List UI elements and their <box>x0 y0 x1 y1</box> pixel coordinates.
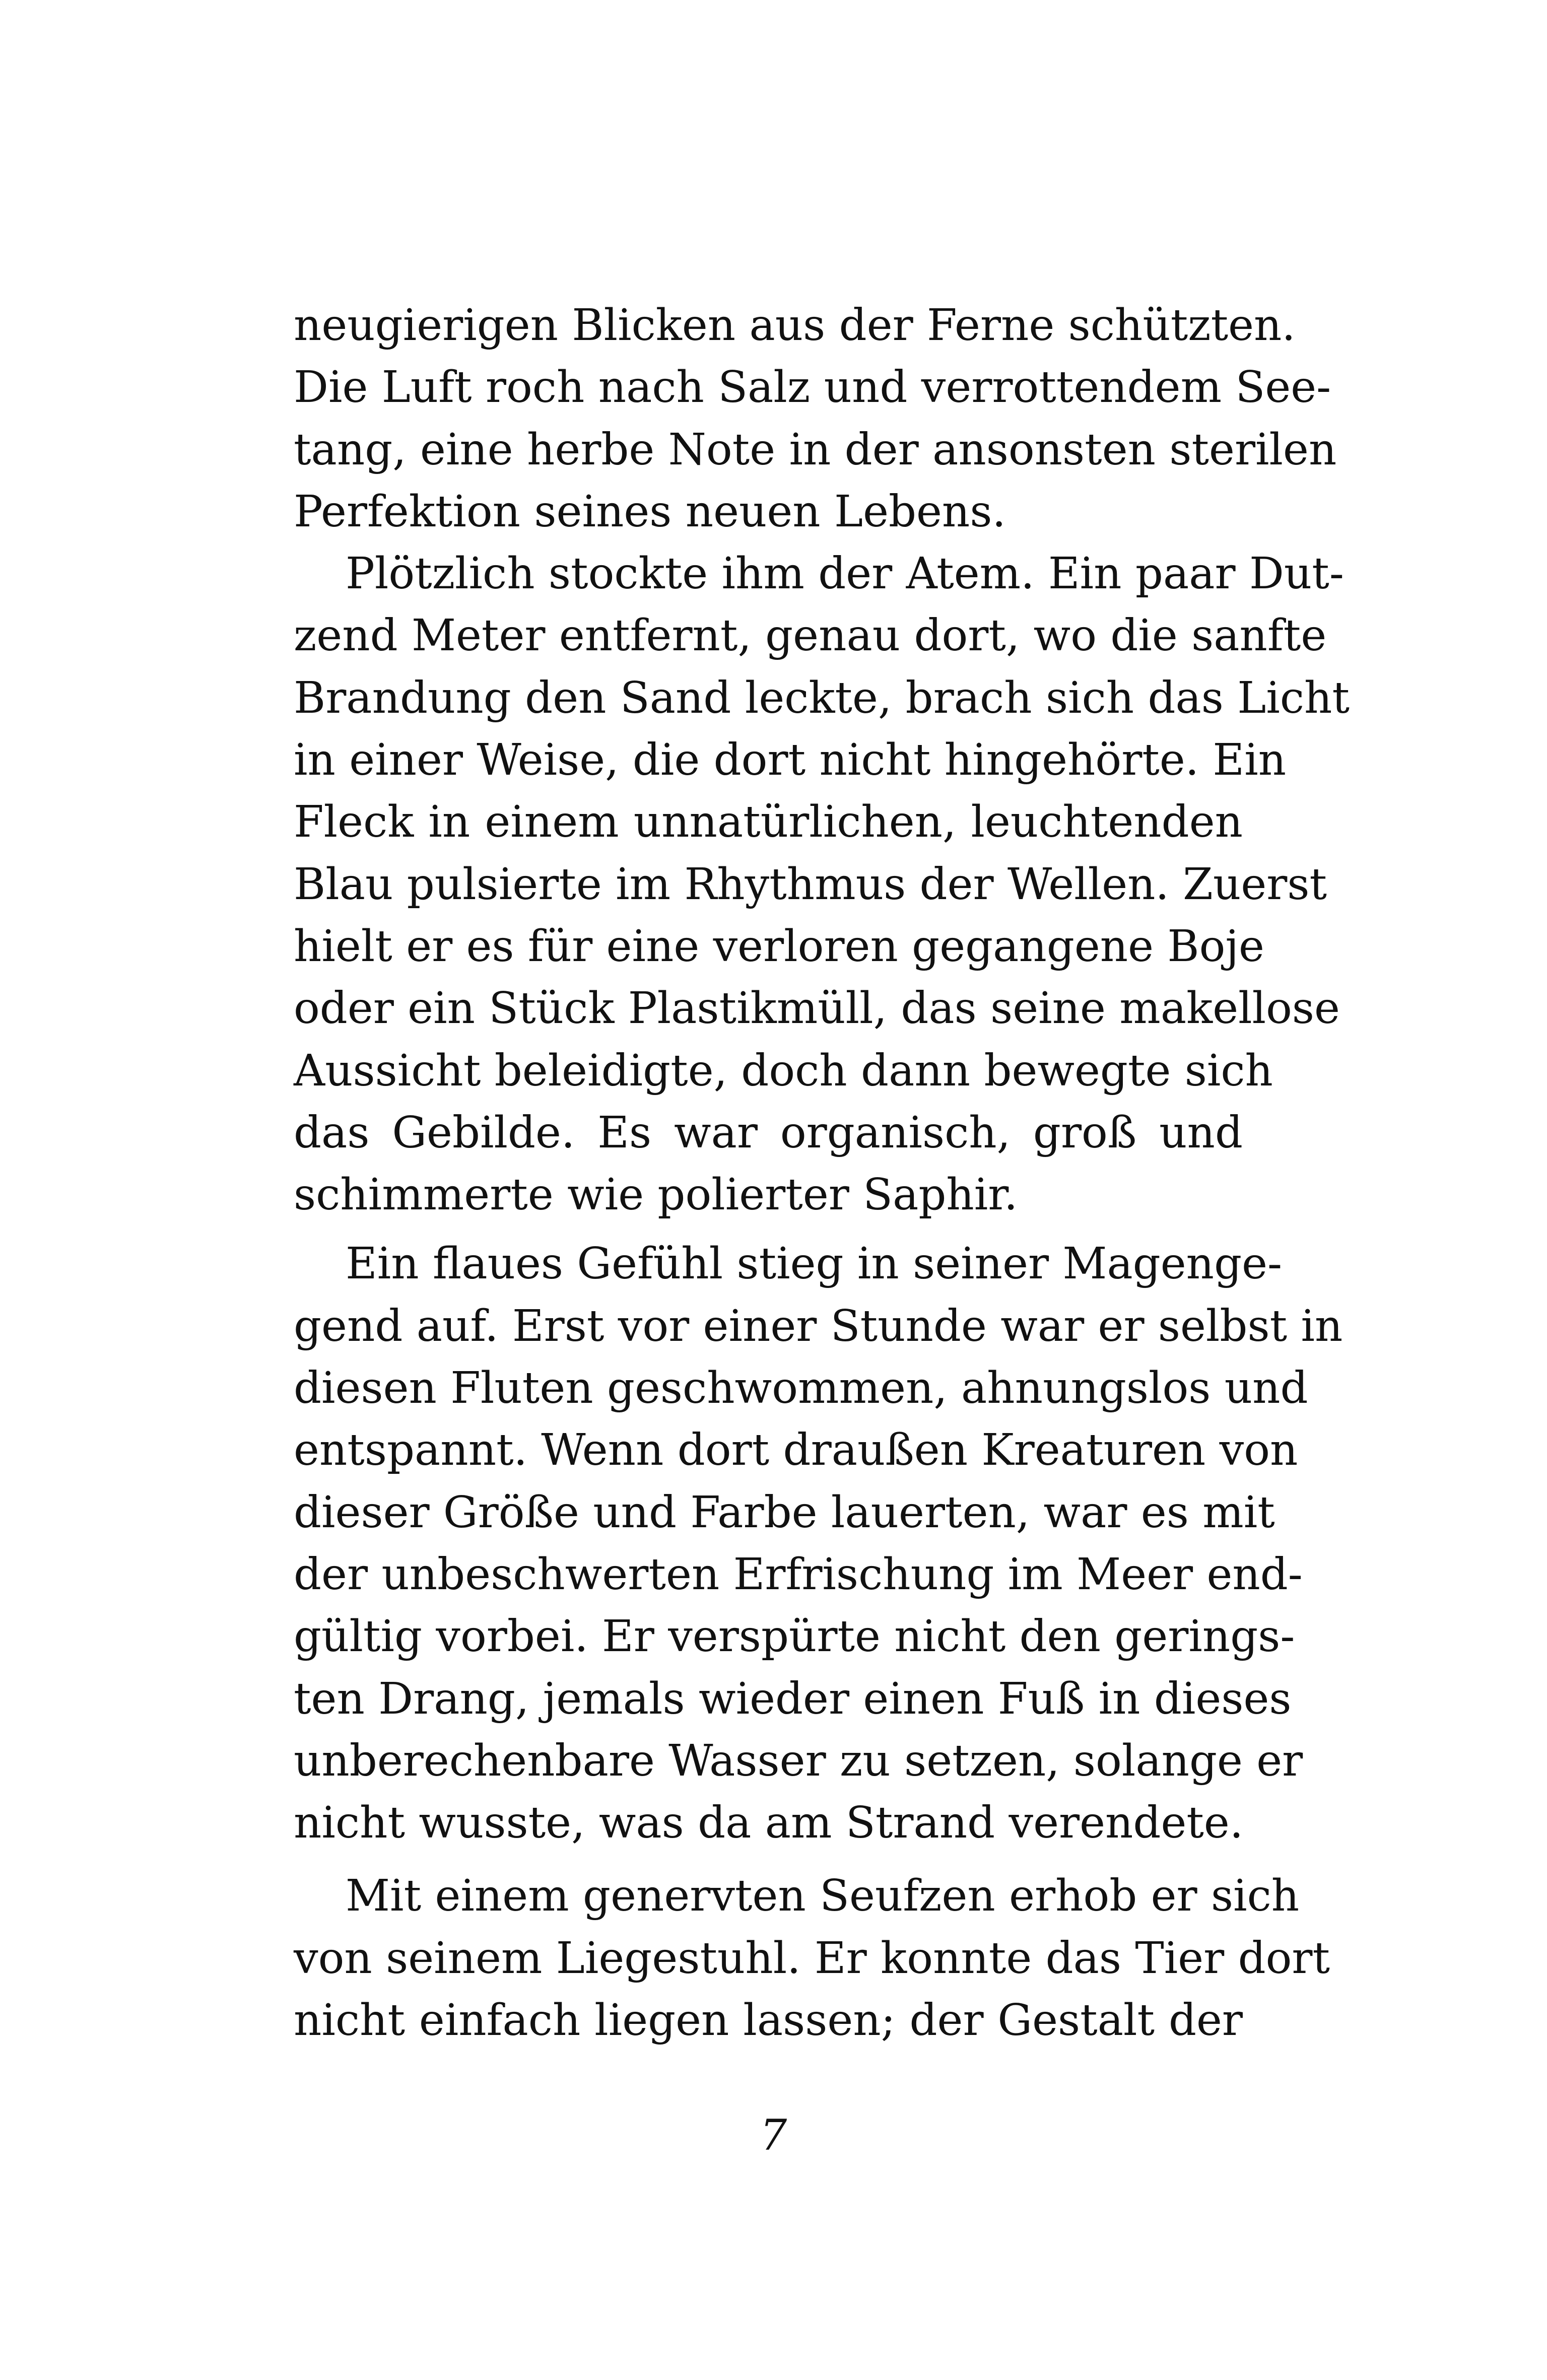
text-line: entspannt. Wenn dort draußen Kreaturen von <box>294 1425 1298 1476</box>
text-line: Perfektion seines neuen Lebens. <box>294 486 1006 537</box>
paragraph-4 <box>294 1865 1330 2052</box>
text-line: Aussicht beleidigte, doch dann bewegte sich <box>294 1045 1273 1096</box>
text-line: Plötzlich stockte ihm der Atem. Ein paar Dut- <box>346 549 1344 599</box>
paragraph-1 <box>294 295 1337 543</box>
text-line: schimmerte wie polierter Saphir. <box>294 1170 1018 1220</box>
text-line: dieser Größe und Farbe lauerten, war es mit <box>294 1487 1275 1538</box>
text-line: nicht einfach liegen lassen; der Gestalt der <box>294 1995 1243 2046</box>
text-line: von seinem Liegestuhl. Er konnte das Tier dort <box>294 1933 1330 1984</box>
text-line: Fleck in einem unnatürlichen, leuchtenden <box>294 797 1243 848</box>
text-line: der unbeschwerten Erfrischung im Meer end- <box>294 1549 1303 1600</box>
paragraph-2 <box>294 543 1350 1226</box>
text-line: unberechenbare Wasser zu setzen, solange er <box>294 1735 1303 1786</box>
text-line: gend auf. Erst vor einer Stunde war er selbst in <box>294 1301 1343 1351</box>
text-line: hielt er es für eine verloren gegangene Boje <box>294 921 1264 972</box>
text-line: Mit einem genervten Seufzen erhob er sich <box>346 1871 1300 1922</box>
text-line: Blau pulsierte im Rhythmus der Wellen. Zuerst <box>294 859 1327 910</box>
text-line: nicht wusste, was da am Strand verendete. <box>294 1798 1244 1849</box>
body-text <box>294 295 1350 2052</box>
text-line: neugierigen Blicken aus der Ferne schützten. <box>294 300 1296 351</box>
page-number: 7 <box>760 2111 787 2160</box>
text-line: Ein flaues Gefühl stieg in seiner Magenge- <box>346 1239 1283 1289</box>
text-line: gültig vorbei. Er verspürte nicht den gerings- <box>294 1611 1295 1662</box>
text-line: Die Luft roch nach Salz und verrottendem See- <box>294 362 1331 413</box>
text-line: tang, eine herbe Note in der ansonsten sterilen <box>294 424 1337 475</box>
paragraph-3 <box>294 1233 1343 1854</box>
text-line: oder ein Stück Plastikmüll, das seine makellose <box>294 983 1340 1034</box>
text-line: zend Meter entfernt, genau dort, wo die sanfte <box>294 610 1327 661</box>
text-line: das Gebilde. Es war organisch, groß und <box>294 1107 1243 1158</box>
text-line: diesen Fluten geschwommen, ahnungslos und <box>294 1363 1308 1414</box>
text-line: in einer Weise, die dort nicht hingehörte. Ein <box>294 735 1287 786</box>
text-line: ten Drang, jemals wieder einen Fuß in dieses <box>294 1673 1292 1724</box>
text-line: Brandung den Sand leckte, brach sich das Licht <box>294 672 1350 723</box>
